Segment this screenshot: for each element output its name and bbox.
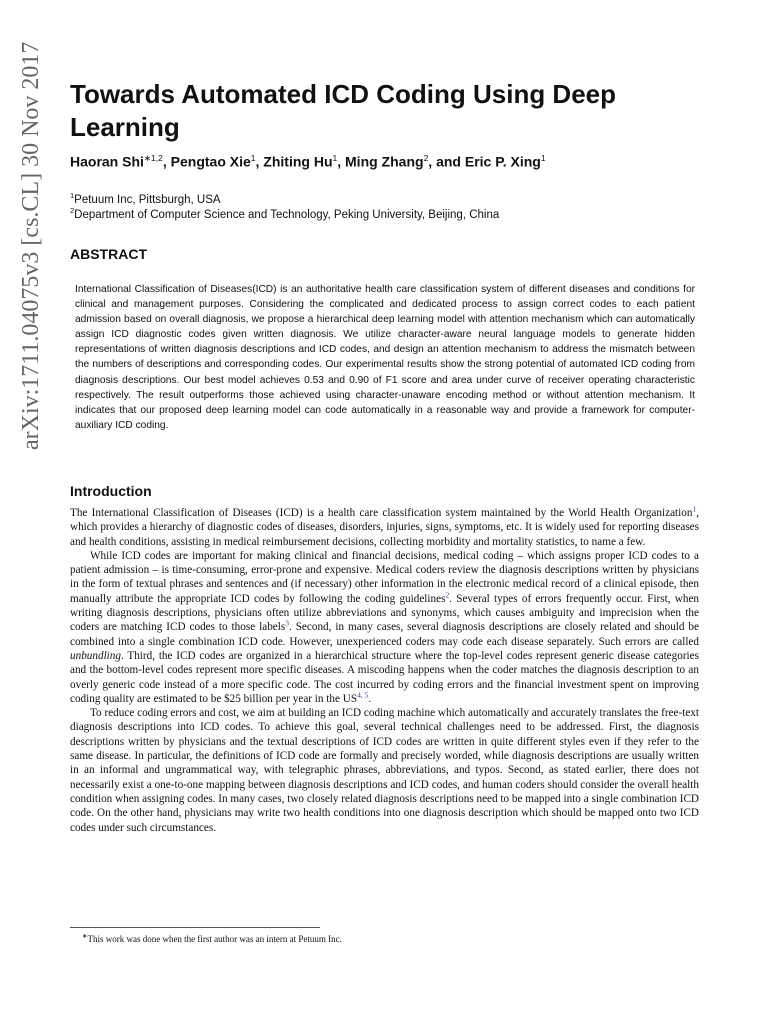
author-affil-mark: ∗1,2 (143, 153, 163, 163)
affiliation-mark: 1 (70, 191, 75, 200)
affiliation-text: Petuum Inc, Pittsburgh, USA (74, 193, 221, 206)
text-run: . Second, in many cases, several diagnosis descriptions are closely related and should be combined into a single combination ICD code. However, unexperienced coders may code each disease separately. Such errors are called (70, 621, 699, 648)
author-affil-mark: 1 (250, 153, 256, 163)
author-affil-mark: 1 (332, 153, 338, 163)
author-name: Eric P. Xing (464, 153, 541, 170)
footnote-text: This work was done when the first author was an intern at Petuum Inc. (87, 934, 342, 944)
text-run: . Several types of errors frequently occur. First, when writing diagnosis descriptions, physicians often utilize abbreviations and synonyms, which causes ambiguity and imprecision when the coders are matching ICD codes to those labels (70, 592, 700, 634)
paper-title: Towards Automated ICD Coding Using Deep Learning (70, 79, 617, 142)
citation-ref[interactable]: 2 (445, 590, 450, 600)
author-separator: , (337, 153, 346, 170)
text-run: . (368, 692, 372, 705)
introduction-heading: Introduction (70, 483, 152, 499)
affiliation (70, 206, 499, 221)
citation-ref[interactable]: 1 (692, 504, 697, 514)
citation-ref[interactable]: 4, 5 (357, 690, 369, 700)
abstract-heading: ABSTRACT (70, 246, 147, 262)
abstract-body: International Classification of Diseases(ICD) is an authoritative health care classification system of different diseases and conditions for clinical and management purposes. Considering the complicated and dedicated process to assign correct codes to each patient admission based on overall diagnosis, we propose a hierarchical deep learning model with attention mechanism which can automatically assign ICD diagnostic codes given written diagnosis. We utilize character-aware neural language models to generate hidden representations of written diagnosis descriptions and ICD codes, and design an attention mechanism to address the mismatch between the numbers of descriptions and corresponding codes. Our experimental results show the strong potential of automated ICD coding from diagnosis descriptions. Our best model achieves 0.53 and 0.90 of F1 score and area under curve of receiver operating characteristic respectively. The result outperforms those achieved using character-unaware encoding method or without attention mechanism. It indicates that our proposed deep learning model can code automatically in a reasonable way and provide a framework for computer-auxiliary ICD coding. (75, 284, 695, 431)
paragraph: To reduce coding errors and cost, we aim at building an ICD coding machine which automatically and accurately translates the free-text diagnosis descriptions into ICD codes. To achieve this goal, several technical challenges need to be addressed. First, the diagnosis descriptions written by physicians and the textual descriptions of ICD codes are written in quite different styles even if they refer to the same disease. In particular, the definitions of ICD code are formally and precisely worded, while diagnosis descriptions are usually written in an informal and ungrammatical way, with telegraphic phrases, abbreviations, and typos. Second, as stated earlier, there does not necessarily exist a one-to-one mapping between diagnosis descriptions and ICD codes, and human coders should consider the overall health condition when assigning codes. In many cases, two closely related diagnosis descriptions need to be mapped into a single combination ICD code. On the other hand, physicians may write two health conditions into one diagnosis description which should be mapped onto two ICD codes under such circumstances. (70, 707, 699, 834)
author-list (70, 153, 710, 170)
affiliation-mark: 2 (70, 206, 75, 215)
author-separator: , (162, 153, 171, 170)
paragraph (70, 549, 699, 706)
author-name: Ming Zhang (345, 153, 424, 170)
text-run: . Third, the ICD codes are organized in a hierarchical structure where the top-level codes represent generic disease categories and the bottom-level codes represent more specific diseases. A miscoding happens when the coder matches the diagnosis description to an overly generic code instead of a more specific code. The cost incurred by coding errors and the financial investment spent on improving coding quality are estimated to be $25 billion per year in the US (70, 649, 699, 705)
emphasis: unbundling (70, 649, 121, 662)
paragraph (70, 506, 699, 549)
author-affil-mark: 2 (423, 153, 429, 163)
introduction-body (70, 506, 699, 835)
author-affil-mark: 1 (540, 153, 546, 163)
author-name: Pengtao Xie (170, 153, 251, 170)
footnote-mark: ∗ (82, 933, 88, 940)
footnote (82, 932, 342, 944)
text-run: The International Classification of Diseases (ICD) is a health care classification system maintained by the World Health Organization (70, 507, 693, 519)
affiliation-text: Department of Computer Science and Technology, Peking University, Beijing, China (74, 208, 500, 221)
author-separator: , and (428, 153, 465, 170)
affiliation (70, 191, 221, 206)
author-separator: , (255, 153, 264, 170)
author-name: Zhiting Hu (263, 153, 333, 170)
footnote-rule (70, 927, 320, 928)
citation-ref[interactable]: 3 (285, 618, 289, 628)
text-run: While ICD codes are important for making clinical and financial decisions, medical coding – which assigns proper ICD codes to a patient admission – is time-consuming, error-prone and expensive. Medical coders review the diagnosis descriptions written by physicians in the form of textual phrases and sentences and (if necessary) other information in the electronic medical record of a clinical episode, then manually attribute the appropriate ICD codes by following the coding guidelines (70, 549, 699, 605)
text-run: , which provides a hierarchy of diagnostic codes of diseases, disorders, injuries, signs, symptoms, etc. It is widely used for reporting diseases and health conditions, assisting in medical reimbursement decisions, collecting morbidity and mortality statistics, to name a few. (70, 507, 699, 548)
author-name: Haoran Shi (70, 153, 144, 170)
arxiv-identifier: arXiv:1711.04075v3 [cs.CL] 30 Nov 2017 (18, 41, 44, 450)
